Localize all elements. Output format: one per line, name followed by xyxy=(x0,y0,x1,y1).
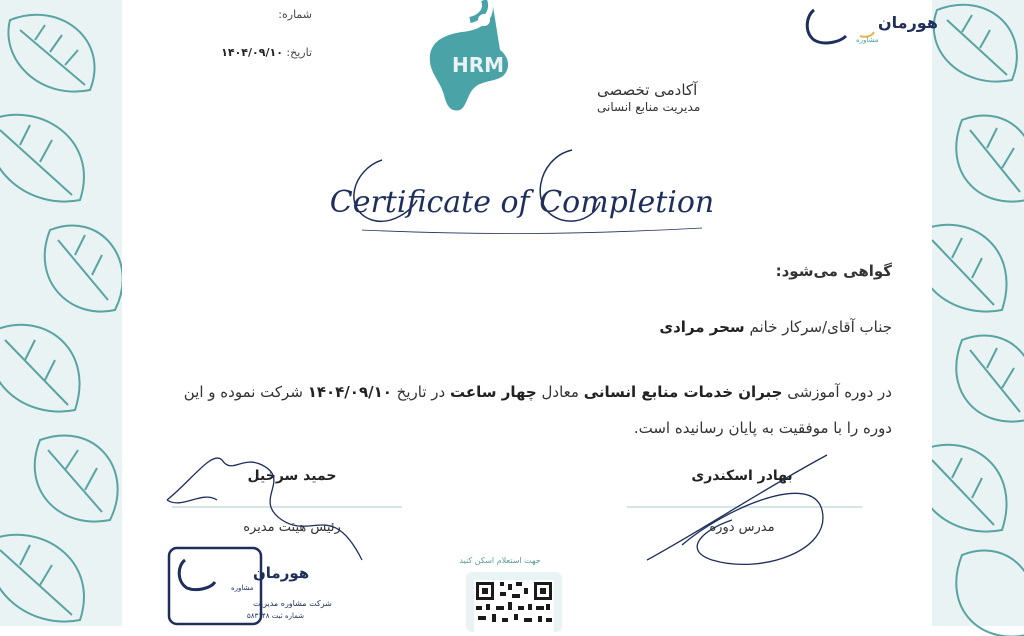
academy-logo-text: HRM xyxy=(452,53,505,77)
qr-label: جهت استعلام اسکن کنید xyxy=(459,556,541,565)
attest-label: گواهی می‌شود: xyxy=(775,262,892,280)
recipient-prefix: جناب آقای/سرکار خانم xyxy=(749,318,892,336)
number-label: شماره: xyxy=(278,8,312,21)
course-paragraph xyxy=(152,374,892,446)
recipient-line xyxy=(659,318,892,336)
right-handwritten-signature xyxy=(642,450,852,580)
date-label: تاریخ: xyxy=(286,46,312,59)
attest-line xyxy=(776,262,892,280)
qr-code-icon xyxy=(466,572,562,632)
leaf-pattern-right xyxy=(932,0,1024,626)
recipient-name: سحر مرادی xyxy=(659,318,745,336)
brand-logo xyxy=(800,2,938,52)
brand-sub: مشاوره xyxy=(856,36,879,44)
left-signer-name: حمید سرخیل xyxy=(247,468,337,484)
decorative-border-right xyxy=(932,0,1024,626)
company-stamp xyxy=(167,546,332,630)
para-part-4: شرکت نموده و این xyxy=(183,383,303,401)
para-part-2: معادل xyxy=(541,383,579,401)
course-name: جبران خدمات منابع انسانی xyxy=(583,383,783,401)
right-signer-role: مدرس دوره xyxy=(709,520,775,535)
leaf-pattern-left xyxy=(0,0,122,626)
hrm-logo-icon xyxy=(422,0,701,120)
title-text: Certificate of Completion xyxy=(329,185,715,220)
decorative-border-left xyxy=(0,0,122,626)
brand-name: هورمان xyxy=(878,13,938,32)
hooraman-logo-icon xyxy=(800,2,938,48)
date-value: ۱۴۰۴/۰۹/۱۰ xyxy=(221,46,283,59)
stamp-icon xyxy=(167,546,332,626)
stamp-brand: هورمان xyxy=(253,564,310,582)
para-part-3: در تاریخ xyxy=(396,383,446,401)
para-part-5: دوره را با موفقیت به پایان رسانیده است. xyxy=(633,419,892,437)
academy-line1: آکادمی تخصصی xyxy=(597,81,698,99)
qr-code[interactable] xyxy=(466,572,562,636)
certificate-title xyxy=(322,140,722,240)
certificate-page xyxy=(122,0,938,626)
para-part-1: در دوره آموزشی xyxy=(787,383,892,401)
stamp-line1: شرکت مشاوره مدیریت xyxy=(253,599,332,608)
number-field xyxy=(242,8,312,21)
course-date: ۱۴۰۴/۰۹/۱۰ xyxy=(307,383,392,401)
left-signer-role: رئیس هیئت مدیره xyxy=(243,520,341,535)
stamp-line2: شماره ثبت ۵۸۳۱۴۸ xyxy=(247,612,305,620)
date-field xyxy=(212,46,312,59)
stamp-sub: مشاوره xyxy=(231,584,254,592)
course-hours: چهار ساعت xyxy=(450,383,537,401)
academy-logo xyxy=(422,0,701,124)
academy-line2: مدیریت منابع انسانی xyxy=(597,100,701,114)
right-signer-name: بهادر اسکندری xyxy=(691,468,793,484)
